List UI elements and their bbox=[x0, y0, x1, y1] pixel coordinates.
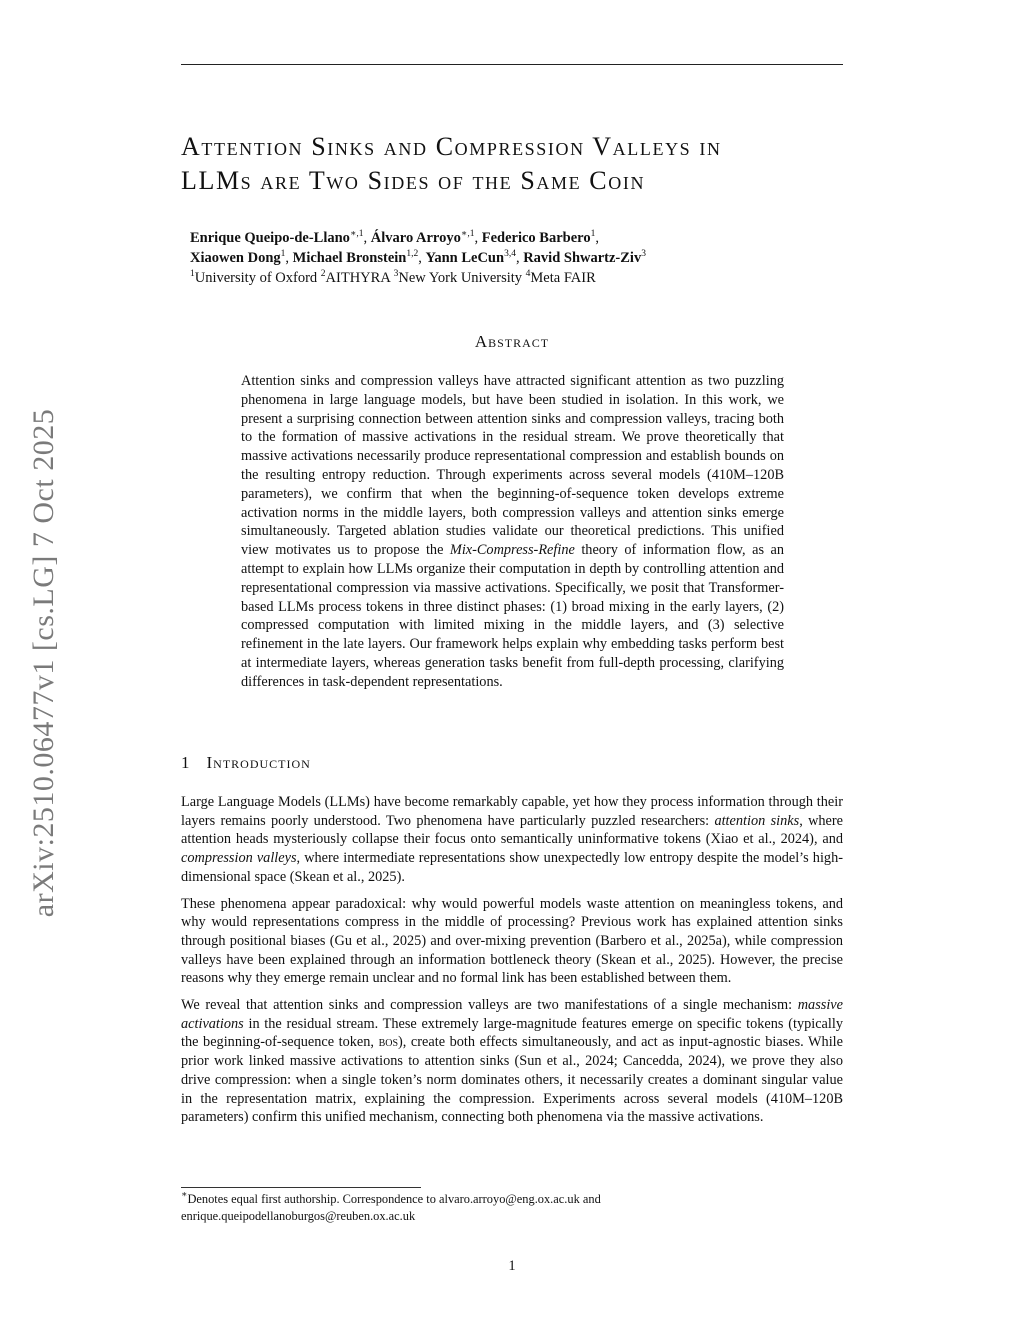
affiliation-mark: 3 bbox=[393, 269, 399, 279]
author-block bbox=[190, 228, 840, 288]
author-name: Ravid Shwartz-Ziv bbox=[523, 250, 642, 266]
author-name: Xiaowen Dong bbox=[190, 250, 281, 266]
abstract-text-part: theory of information flow, as an attempt to explain how LLMs organize their computation in depth by controlling attention and representational compression via massive activations. Specifically, we posit that Transformer-based LLMs process tokens in three distinct phases: (1) broad mixing in the early layers, (2) compressed computation with limited mixing in the middle layers, and (3) selective refinement in the late layers. Our framework helps explain why embedding tasks perform best at intermediate layers, whereas generation tasks benefit from full-depth processing, clarifying differences in task-dependent representations. bbox=[241, 542, 784, 690]
author-name: Yann LeCun bbox=[425, 250, 505, 266]
token-name: bos bbox=[378, 1034, 399, 1051]
arxiv-identifier: arXiv:2510.06477v1 [cs.LG] 7 Oct 2025 bbox=[27, 408, 60, 918]
abstract-text-part: Attention sinks and compression valleys have attracted significant attention as two puzzling phenomena in large language models, but have been studied in isolation. In this work, we present a surprising connection between attention sinks and compression valleys, tracing both to the formation of massive activations in the residual stream. We prove theoretically that massive activations necessarily produce representational compression and establish bounds on the resulting entropy reduction. Through experiments across several models (410M–120B parameters), we confirm that when the beginning-of-sequence token develops extreme activation norms in the middle layers, both compression valleys and attention sinks emerge simultaneously. Targeted ablation studies validate our theoretical predictions. This unified view motivates us to propose the bbox=[241, 373, 784, 559]
paper-title bbox=[181, 130, 851, 198]
affiliation: Meta FAIR bbox=[530, 270, 596, 286]
affiliation-mark: 2 bbox=[320, 269, 326, 279]
footnote-marker: ∗ bbox=[181, 1190, 188, 1200]
paragraph-text: in the residual stream. These extremely large-magnitude features emerge on specific tokens (typically the beginning-of-sequence token, bbox=[181, 1015, 843, 1051]
term-emphasis: attention sinks bbox=[714, 812, 800, 829]
author-affiliation-mark: 1 bbox=[280, 249, 286, 259]
paragraph-text: , where intermediate representations show unexpectedly low entropy despite the model’s high-dimensional space (Skean et al., 2025). bbox=[181, 850, 843, 885]
author-name: Álvaro Arroyo bbox=[370, 230, 461, 246]
affiliations-line bbox=[190, 268, 840, 288]
affiliation-mark: 1 bbox=[190, 269, 195, 279]
author-line-2: Xiaowen Dong$^1$, Michael Bronstein$^{1,2}$, Yann LeCun$^{3,4}$, Ravid Shwartz-Ziv$^3$ bbox=[190, 249, 646, 266]
author-name: Enrique Queipo-de-Llano bbox=[190, 230, 350, 246]
abstract-text bbox=[241, 372, 784, 692]
paragraph-text: , where attention heads mysteriously collapse their focus onto semantically uninformative tokens (Xiao et al., 2024), and bbox=[181, 812, 844, 848]
author-affiliation-mark: 3,4 bbox=[504, 249, 516, 259]
section-number: 1 bbox=[181, 753, 191, 772]
footnote-rule bbox=[181, 1187, 421, 1188]
author-affiliation-mark: 3 bbox=[641, 249, 646, 259]
affiliation: New York University bbox=[398, 270, 523, 286]
author-affiliation-mark: ∗,1 bbox=[460, 229, 475, 239]
affiliation: University of Oxford bbox=[194, 270, 318, 286]
term-emphasis: massive activations bbox=[181, 997, 843, 1032]
paragraph-text: ), create both effects simultaneously, and act as input-agnostic biases. While prior work linked massive activations to attention sinks (Sun et al., 2024; Cancedda, 2024), we prove they also drive compression: when a single token’s norm dominates others, it necessarily creates a dominant singular value in the representation matrix, explaining the compression. Experiments across several models (410M–120B parameters) confirm this unified mechanism, connecting both phenomena via the massive activations. bbox=[181, 1034, 843, 1126]
section-heading bbox=[181, 753, 581, 773]
paragraph-text: We reveal that attention sinks and compression valleys are two manifestations of a single mechanism: bbox=[181, 997, 798, 1014]
title-line-1: Attention Sinks and Compression Valleys in bbox=[181, 132, 722, 161]
footnote-text: Denotes equal first authorship. Correspondence to alvaro.arroyo@eng.ox.ac.uk and bbox=[187, 1192, 601, 1206]
paragraph: These phenomena appear paradoxical: why would powerful models waste attention on meaningless tokens, and why would representations compress in the middle of processing? Previous work has explained attention sinks through positional biases (Gu et al., 2025) and over-mixing prevention (Barbero et al., 2025a), while compression valleys have been explained through an information bottleneck theory (Skean et al., 2025). However, the precise reasons why they emerge remain unclear and no formal link has been established between them. bbox=[181, 895, 843, 987]
author-name: Federico Barbero bbox=[481, 230, 591, 246]
affiliation: AITHYRA bbox=[325, 270, 390, 286]
footnote-line-2: enrique.queipodellanoburgos@reuben.ox.ac.uk bbox=[181, 1209, 416, 1223]
theory-name-emphasis: Mix-Compress-Refine bbox=[449, 542, 575, 559]
introduction-body bbox=[181, 793, 843, 1135]
author-affiliation-mark: 1 bbox=[590, 229, 596, 239]
paragraph bbox=[181, 996, 843, 1127]
paragraph bbox=[181, 793, 843, 887]
author-affiliation-mark: 1,2 bbox=[406, 249, 419, 259]
author-affiliation-mark: ∗,1 bbox=[349, 229, 364, 239]
section-title: Introduction bbox=[206, 753, 311, 772]
page-number: 1 bbox=[508, 1258, 516, 1274]
affiliation-mark: 4 bbox=[525, 269, 531, 279]
term-emphasis: compression valleys bbox=[181, 850, 297, 867]
abstract-heading: Abstract bbox=[474, 332, 550, 351]
author-line-1: Enrique Queipo-de-Llano$^{∗,1}$, Álvaro Arroyo$^{∗,1}$, Federico Barbero$^1$, bbox=[190, 229, 599, 246]
author-name: Michael Bronstein bbox=[292, 250, 407, 266]
title-line-2: LLMs are Two Sides of the Same Coin bbox=[181, 166, 646, 195]
footnote-line-1 bbox=[181, 1191, 843, 1208]
footnote bbox=[181, 1191, 843, 1225]
top-rule bbox=[181, 64, 843, 65]
paragraph-text: Large Language Models (LLMs) have become remarkably capable, yet how they process information through their layers remains poorly understood. Two phenomena have particularly puzzled researchers: bbox=[181, 794, 843, 829]
